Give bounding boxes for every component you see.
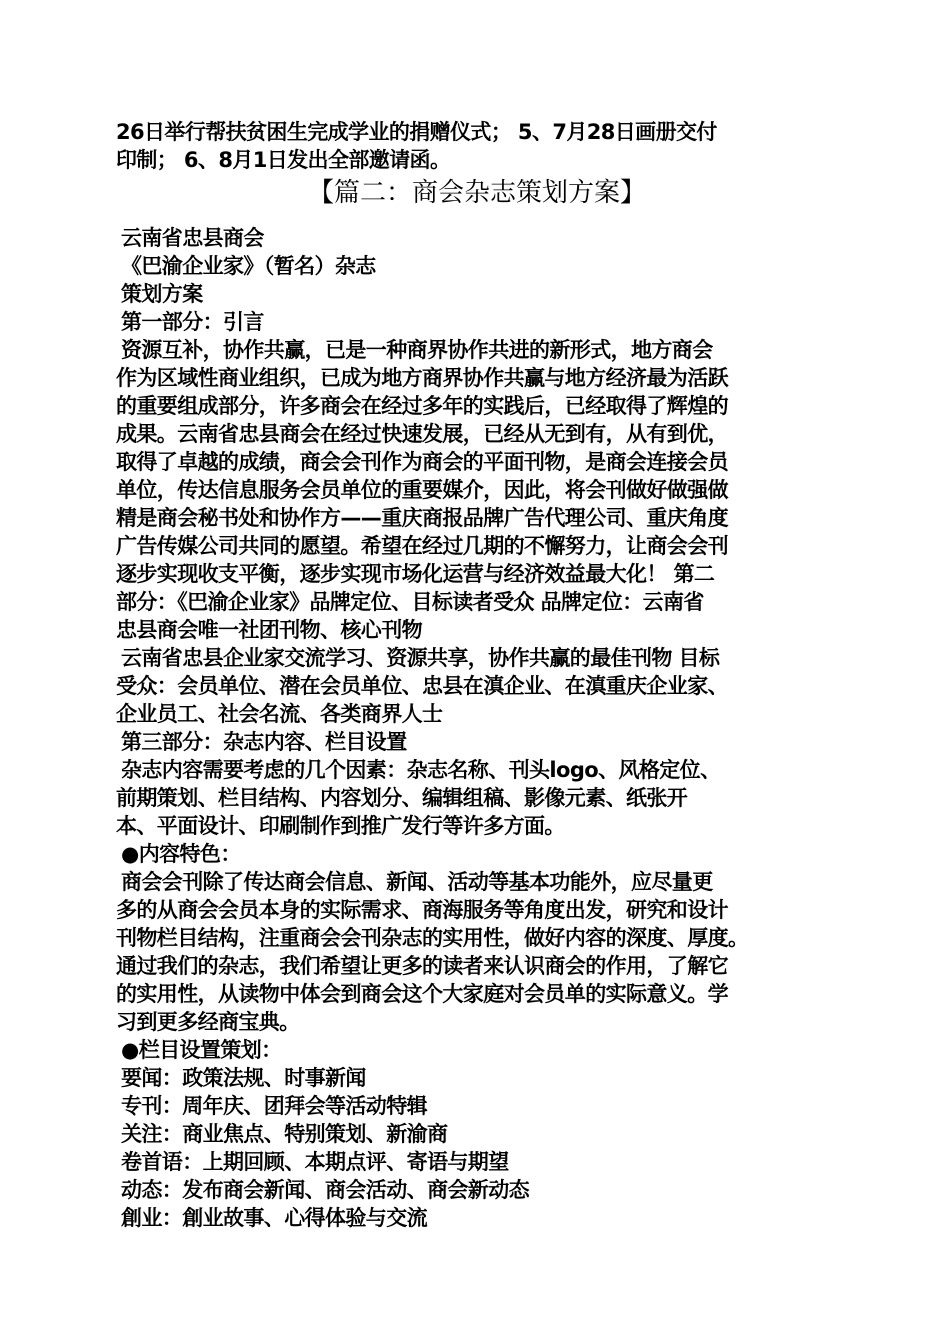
paragraph-line: 杂志内容需要考虑的几个因素：杂志名称、刊头logo、风格定位、 xyxy=(121,758,721,782)
paragraph-line: 部分：《巴渝企业家》品牌定位、目标读者受众 品牌定位：云南省 xyxy=(116,590,704,614)
section-title: 【篇二：商会杂志策划方案】 xyxy=(307,178,646,208)
paragraph-line: 忠县商会唯一社团刊物、核心刊物 xyxy=(116,618,422,642)
column-item: 卷首语：上期回顾、本期点评、寄语与期望 xyxy=(121,1150,509,1174)
paragraph-line: 的实用性，从读物中体会到商会这个大家庭对会员单的实际意义。学 xyxy=(116,982,728,1006)
paragraph-line: 多的从商会会员本身的实际需求、商海服务等角度出发，研究和设计 xyxy=(116,898,728,922)
paragraph-line: 受众：会员单位、潜在会员单位、忠县在滇企业、在滇重庆企业家、 xyxy=(116,674,728,698)
paragraph-line: 企业员工、社会名流、各类商界人士 xyxy=(116,702,443,726)
paragraph-line: 习到更多经商宝典。 xyxy=(116,1010,300,1034)
paragraph-line: 作为区域性商业组织，已成为地方商界协作共赢与地方经济最为活跃 xyxy=(116,366,728,390)
paragraph-line: 广告传媒公司共同的愿望。希望在经过几期的不懈努力，让商会会刊 xyxy=(116,534,728,558)
magazine-name: 《巴渝企业家》（暂名）杂志 xyxy=(121,254,376,278)
paragraph-line: 商会会刊除了传达商会信息、新闻、活动等基本功能外，应尽量更 xyxy=(121,870,713,894)
paragraph-line: 的重要组成部分，许多商会在经过多年的实践后，已经取得了辉煌的 xyxy=(116,394,728,418)
paragraph-line: 通过我们的杂志，我们希望让更多的读者来认识商会的作用，了解它 xyxy=(116,954,728,978)
intro-line: 印制； 6、8月1日发出全部邀请函。 xyxy=(116,148,451,172)
column-item: 动态：发布商会新闻、商会活动、商会新动态 xyxy=(121,1178,529,1202)
plan-label: 策划方案 xyxy=(121,282,203,306)
paragraph-line: 精是商会秘书处和协作方——重庆商报品牌广告代理公司、重庆角度 xyxy=(116,506,728,530)
column-item: 要闻：政策法规、时事新闻 xyxy=(121,1066,366,1090)
column-item: 关注：商业焦点、特别策划、新渝商 xyxy=(121,1122,448,1146)
paragraph-line: 取得了卓越的成绩，商会会刊作为商会的平面刊物，是商会连接会员 xyxy=(116,450,728,474)
paragraph-line: 成果。云南省忠县商会在经过快速发展，已经从无到有，从有到优， xyxy=(116,422,728,446)
paragraph-line: 云南省忠县企业家交流学习、资源共享，协作共赢的最佳刊物 目标 xyxy=(121,646,720,670)
part3-heading: 第三部分：杂志内容、栏目设置 xyxy=(121,730,407,754)
content-feature-heading: ●内容特色： xyxy=(121,842,241,866)
part1-heading: 第一部分：引言 xyxy=(121,310,264,334)
column-item: 专刊：周年庆、团拜会等活动特辑 xyxy=(121,1094,427,1118)
column-item: 創业：創业故事、心得体验与交流 xyxy=(121,1206,427,1230)
paragraph-line: 前期策划、栏目结构、内容划分、编辑组稿、影像元素、纸张开 xyxy=(116,786,688,810)
document-body xyxy=(116,118,838,1232)
column-plan-heading: ●栏目设置策划： xyxy=(121,1038,282,1062)
intro-line: 26日举行帮扶贫困生完成学业的捐赠仪式； 5、7月28日画册交付 xyxy=(116,120,717,144)
paragraph-line: 单位，传达信息服务会员单位的重要媒介，因此，将会刊做好做强做 xyxy=(116,478,728,502)
paragraph-line: 本、平面设计、印刷制作到推广发行等许多方面。 xyxy=(116,814,565,838)
paragraph-line: 资源互补，协作共赢，已是一种商界协作共进的新形式，地方商会 xyxy=(121,338,713,362)
paragraph-line: 逐步实现收支平衡，逐步实现市场化运营与经济效益最大化！ 第二 xyxy=(116,562,715,586)
org-name: 云南省忠县商会 xyxy=(121,226,264,250)
paragraph-line: 刊物栏目结构，注重商会会刊杂志的实用性，做好内容的深度、厚度。 xyxy=(116,926,749,950)
